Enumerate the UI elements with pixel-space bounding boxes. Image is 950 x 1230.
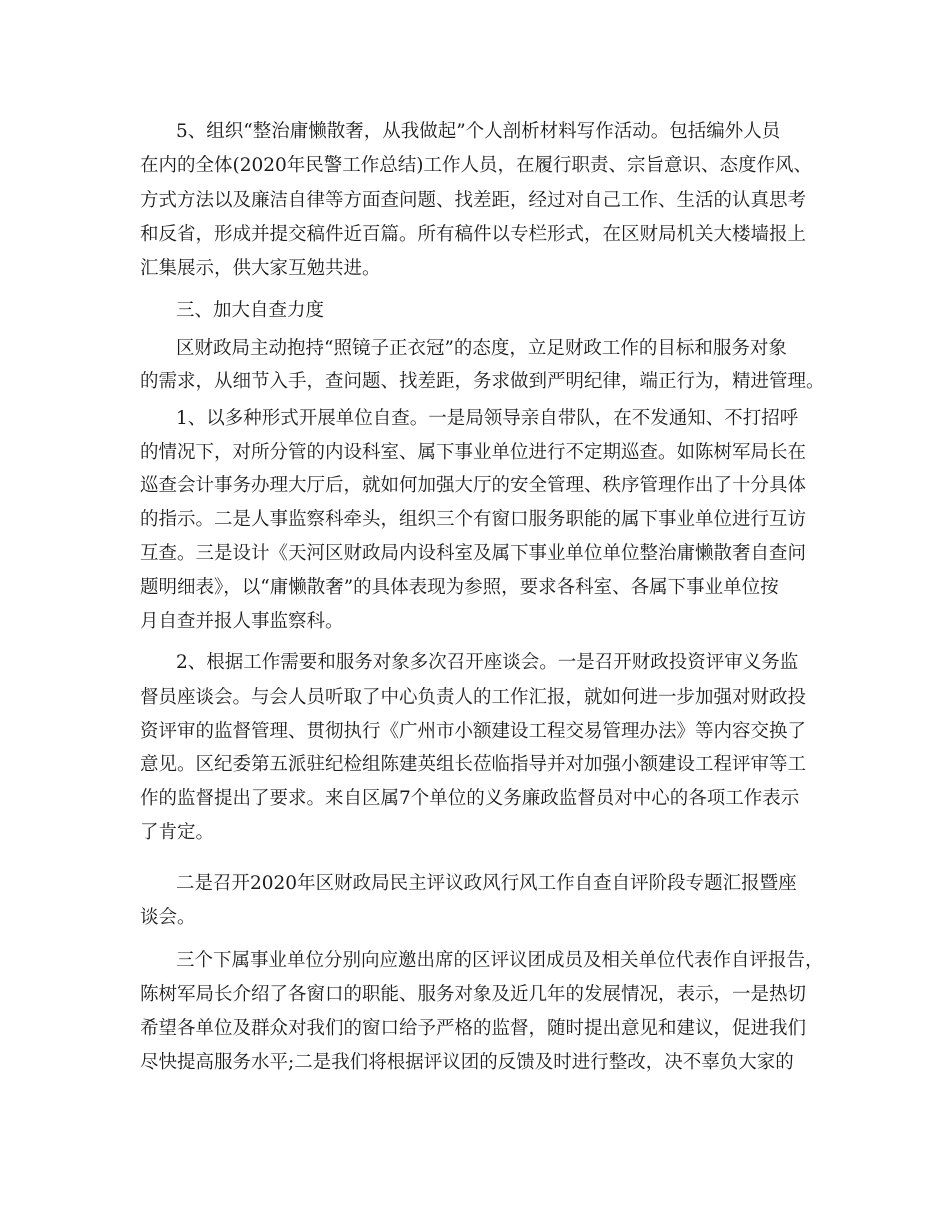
paragraph-1-line-3: 方式方法以及廉洁自律等方面查问题、找差距，经过对自己工作、生活的认真思考 — [140, 190, 807, 211]
paragraph-4-line-6: 了肯定。 — [140, 822, 215, 843]
paragraph-6-line-4: 尽快提高服务水平;二是我们将根据评议团的反馈及时进行整改，决不辜负大家的 — [140, 1052, 794, 1073]
paragraph-3-line-6: 题明细表》，以“庸懒散奢”的具体表现为参照，要求各科室、各属下事业单位按 — [140, 577, 779, 598]
paragraph-5-line-1: 二是召开2020年区财政局民主评议政风行风工作自查自评阶段专题汇报暨座 — [176, 873, 797, 894]
section-heading: 三、加大自查力度 — [176, 300, 325, 321]
paragraph-6-line-1: 三个下属事业单位分别向应邀出席的区评议团成员及相关单位代表作自评报告， — [176, 950, 824, 971]
paragraph-3-line-3: 巡查会计事务办理大厅后，就如何加强大厅的安全管理、秩序管理作出了十分具体 — [140, 475, 807, 496]
paragraph-3-line-2: 的情况下，对所分管的内设科室、属下事业单位进行不定期巡查。如陈树军局长在 — [140, 442, 807, 463]
paragraph-3-line-4: 的指示。二是人事监察科牵头，组织三个有窗口服务职能的属下事业单位进行互访 — [140, 509, 807, 530]
paragraph-3-line-5: 互查。三是设计《天河区财政局内设科室及属下事业单位单位整治庸懒散奢自查问 — [140, 543, 807, 564]
paragraph-6-line-3: 希望各单位及群众对我们的窗口给予严格的监督，随时提出意见和建议，促进我们 — [140, 1018, 807, 1039]
paragraph-3-line-1: 1、以多种形式开展单位自查。一是局领导亲自带队，在不发通知、不打招呼 — [176, 408, 799, 429]
paragraph-6-line-2: 陈树军局长介绍了各窗口的职能、服务对象及近几年的发展情况，表示，一是热切 — [140, 984, 807, 1005]
paragraph-1-line-5: 汇集展示，供大家互勉共进。 — [140, 258, 381, 279]
paragraph-4-line-1: 2、根据工作需要和服务对象多次召开座谈会。一是召开财政投资评审义务监 — [176, 652, 799, 673]
paragraph-4-line-5: 作的监督提出了要求。来自区属7个单位的义务廉政监督员对中心的各项工作表示 — [140, 788, 800, 809]
paragraph-4-line-2: 督员座谈会。与会人员听取了中心负责人的工作汇报，就如何进一步加强对财政投 — [140, 687, 807, 708]
paragraph-5-line-2: 谈会。 — [140, 907, 196, 928]
paragraph-3-line-7: 月自查并报人事监察科。 — [140, 611, 344, 632]
paragraph-1-line-4: 和反省，形成并提交稿件近百篇。所有稿件以专栏形式，在区财局机关大楼墙报上 — [140, 224, 807, 245]
paragraph-1-line-1: 5、组织“整治庸懒散奢，从我做起”个人剖析材料写作活动。包括编外人员 — [176, 121, 781, 142]
paragraph-2-line-2: 的需求，从细节入手，查问题、找差距，务求做到严明纪律，端正行为，精进管理。 — [140, 371, 825, 392]
paragraph-2-line-1: 区财政局主动抱持“照镜子正衣冠”的态度，立足财政工作的目标和服务对象 — [176, 338, 787, 359]
paragraph-4-line-4: 意见。区纪委第五派驻纪检组陈建英组长莅临指导并对加强小额建设工程评审等工 — [140, 754, 807, 775]
paragraph-1-line-2: 在内的全体(2020年民警工作总结)工作人员，在履行职责、宗旨意识、态度作风、 — [140, 155, 813, 176]
paragraph-4-line-3: 资评审的监督管理、贯彻执行《广州市小额建设工程交易管理办法》等内容交换了 — [140, 721, 807, 742]
